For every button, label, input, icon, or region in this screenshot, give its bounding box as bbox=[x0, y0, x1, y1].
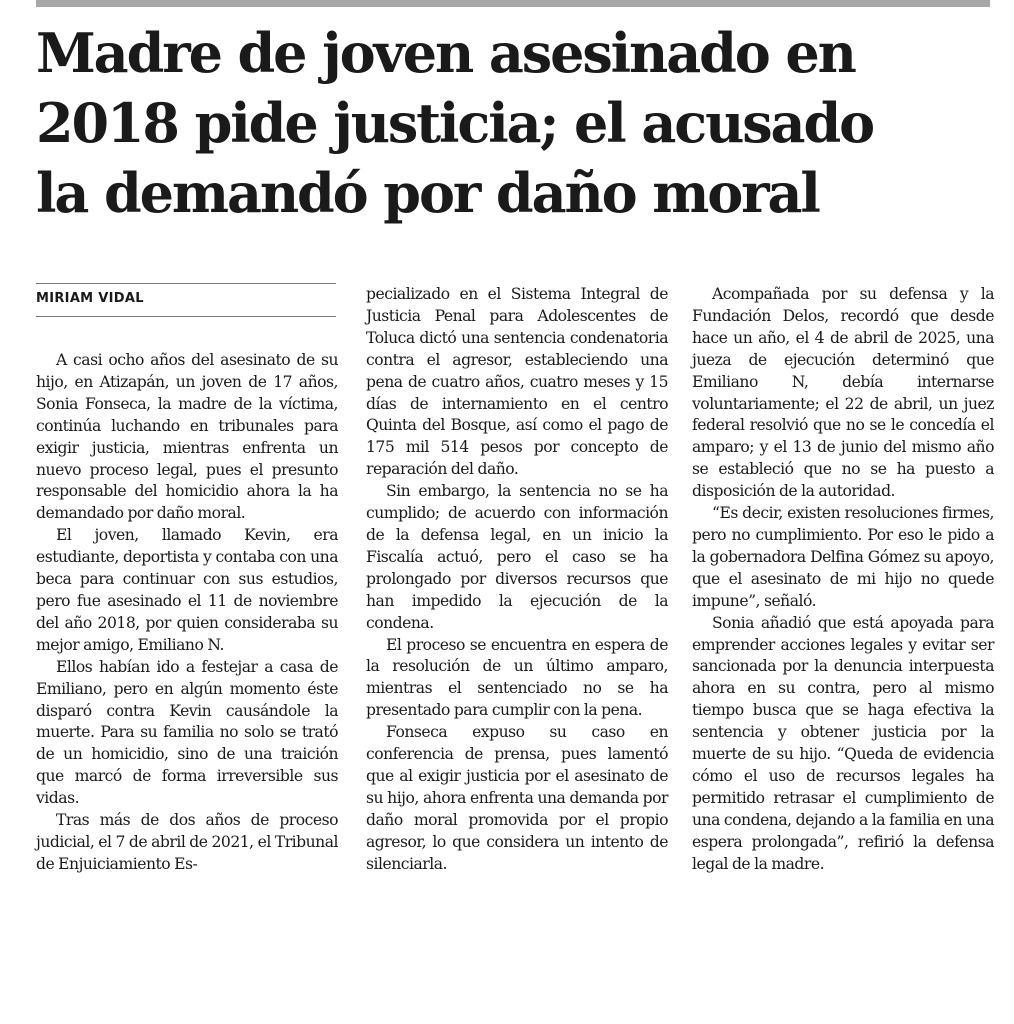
paragraph: A casi ocho años del asesinato de su hijo, en Atizapán, un joven de 17 años, Sonia Fonseca, la madre de la víctima, continúa luchando en tribunales para exigir justicia, mientras enfrenta un nuevo proceso legal, pues el presunto responsable del homicidio ahora la ha demandado por daño moral. bbox=[36, 351, 338, 523]
byline-rule-bottom bbox=[36, 316, 336, 317]
paragraph: Sonia añadió que está apoyada para emprender acciones legales y evitar ser sancionada por la denuncia interpuesta ahora en su contra, pero al mismo tiempo busca que se haga efectiva la sentencia y obtener justicia por la muerte de su hijo. “Queda de evidencia cómo el uso de recursos legales ha permitido retrasar el cumplimiento de una condena, dejando a la familia en una espera prolongada”, refirió la defensa legal de la madre. bbox=[692, 613, 994, 873]
paragraph: Fonseca expuso su caso en conferencia de prensa, pues lamentó que al exigir justicia por el asesinato de su hijo, ahora enfrenta una demanda por daño moral promovida por el propio agresor, lo que considera un intento de silenciarla. bbox=[366, 723, 668, 873]
paragraph: Acompañada por su defensa y la Fundación Delos, recordó que desde hace un año, el 4 de abril de 2025, una jueza de ejecución determinó que Emiliano N, debía internarse voluntariamente; el 22 de abril, un juez federal resolvió que no se le concedía el amparo; y el 13 de junio del mismo año se estableció que no se ha puesto a disposición de la autoridad. bbox=[692, 285, 994, 501]
paragraph: Ellos habían ido a festejar a casa de Emiliano, pero en algún momento éste disparó contra Kevin causándole la muerte. Para su familia no solo se trató de un homicidio, sino de una traición que marcó de forma irreversible sus vidas. bbox=[36, 657, 338, 808]
article-column-1 bbox=[36, 350, 338, 876]
paragraph-continued: pecializado en el Sistema Integral de Justicia Penal para Adolescentes de Toluca dictó una sentencia condenatoria contra el agresor, estableciendo una pena de cuatro años, cuatro meses y 15 días de internamiento en el centro Quinta del Bosque, así como el pago de 175 mil 514 pesos por concepto de reparación del daño. bbox=[366, 285, 668, 479]
byline-rule-top bbox=[36, 283, 336, 284]
paragraph: El joven, llamado Kevin, era estudiante, deportista y contaba con una beca para continuar con sus estudios, pero fue asesinado el 11 de noviembre del año 2018, por quien consideraba su mejor amigo, Emiliano N. bbox=[36, 526, 338, 654]
headline-line-2: 2018 pide justicia; el acusado bbox=[36, 91, 874, 155]
headline-line-3: la demandó por daño moral bbox=[36, 161, 819, 225]
headline bbox=[36, 18, 996, 228]
paragraph: Tras más de dos años de proceso judicial, el 7 de abril de 2021, el Tribunal de Enjuiciamiento Es- bbox=[36, 811, 338, 873]
paragraph: “Es decir, existen resoluciones firmes, pero no cumplimiento. Por eso le pido a la gobernadora Delfina Gómez su apoyo, que el asesinato de mi hijo no quede impune”, señaló. bbox=[692, 504, 994, 610]
article-column-2 bbox=[366, 284, 668, 875]
paragraph: Sin embargo, la sentencia no se ha cumplido; de acuerdo con información de la defensa legal, en un inicio la Fiscalía actuó, pero el caso se ha prolongado por diversos recursos que han impedido la ejecución de la condena. bbox=[366, 482, 668, 632]
top-rule bbox=[36, 0, 990, 7]
headline-line-1: Madre de joven asesinado en bbox=[36, 21, 855, 85]
article-column-3 bbox=[692, 284, 994, 875]
byline-author: MIRIAM VIDAL bbox=[36, 291, 144, 306]
paragraph: El proceso se encuentra en espera de la resolución de un último amparo, mientras el sentenciado no se ha presentado para cumplir con la pena. bbox=[366, 635, 668, 720]
